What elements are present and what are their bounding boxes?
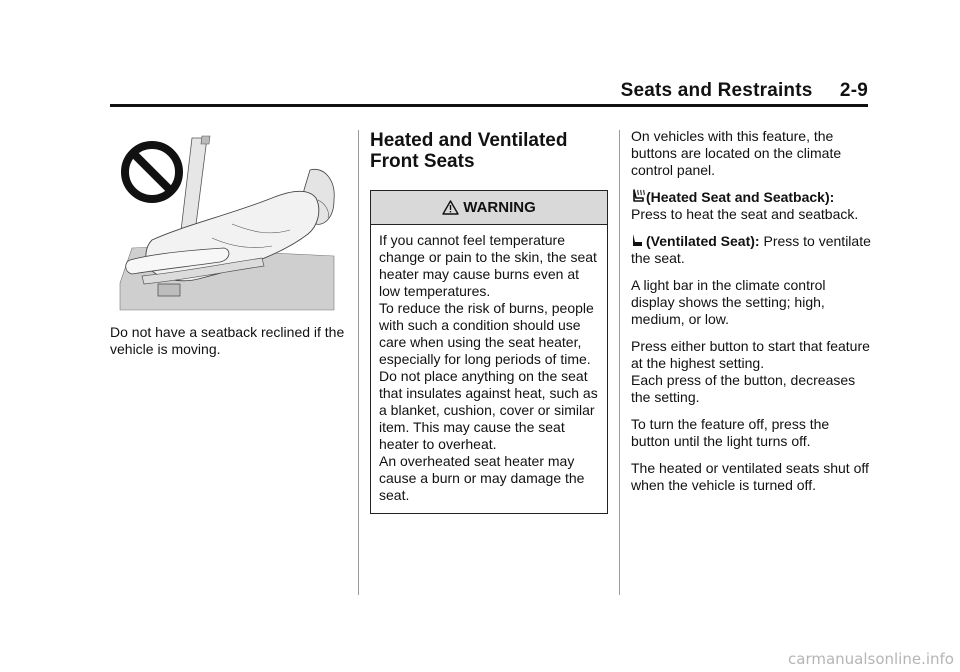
ventilated-seat-icon	[631, 233, 645, 248]
warning-body	[371, 225, 607, 513]
middle-column	[370, 130, 610, 514]
intro-paragraph: On vehicles with this feature, the buttons are located on the climate control panel.	[631, 128, 842, 178]
reclined-seat-illustration	[112, 128, 338, 313]
heated-seat-icon	[631, 189, 645, 204]
warning-triangle-icon	[442, 200, 459, 215]
body-paragraph: To turn the feature off, press the button until the light turns off.	[631, 416, 830, 449]
warning-paragraph: To reduce the risk of burns, people with such a condition should use care when using the seat heater, especially for long periods of time. Do not place anything on the seat that insulates against heat, such as a blanket, cushion, cover or similar item. This may cause the seat heater to overheat.	[379, 300, 598, 452]
watermark: carmanualsonline.info	[788, 650, 954, 668]
prohibited-icon	[125, 145, 179, 199]
warning-label: WARNING	[463, 199, 536, 216]
section-heading: Heated and Ventilated Front Seats	[370, 130, 568, 172]
body-paragraph: A light bar in the climate control display shows the setting; high, medium, or low.	[631, 277, 826, 327]
warning-box	[370, 190, 608, 514]
body-paragraph: The heated or ventilated seats shut off when the vehicle is turned off.	[631, 460, 869, 493]
warning-paragraph: An overheated seat heater may cause a burn or may damage the seat.	[379, 453, 585, 503]
heated-seat-paragraph: (Heated Seat and Seatback): Press to heat the seat and seatback.	[631, 189, 859, 222]
page-header	[110, 78, 868, 107]
right-column	[631, 128, 871, 504]
left-column	[110, 324, 348, 368]
body-paragraph: Each press of the button, decreases the setting.	[631, 372, 856, 405]
column-divider	[358, 130, 359, 595]
warning-paragraph: If you cannot feel temperature change or pain to the skin, the seat heater may cause burns even at low temperatures.	[379, 232, 597, 299]
column-divider	[619, 130, 620, 595]
ventilated-seat-paragraph: (Ventilated Seat): Press to ventilate the seat.	[631, 233, 871, 266]
section-title: Seats and Restraints 2-9	[620, 80, 868, 101]
body-paragraph: Do not have a seatback reclined if the vehicle is moving.	[110, 324, 345, 357]
warning-header	[371, 191, 607, 225]
body-paragraph: Press either button to start that feature at the highest setting.	[631, 338, 870, 371]
